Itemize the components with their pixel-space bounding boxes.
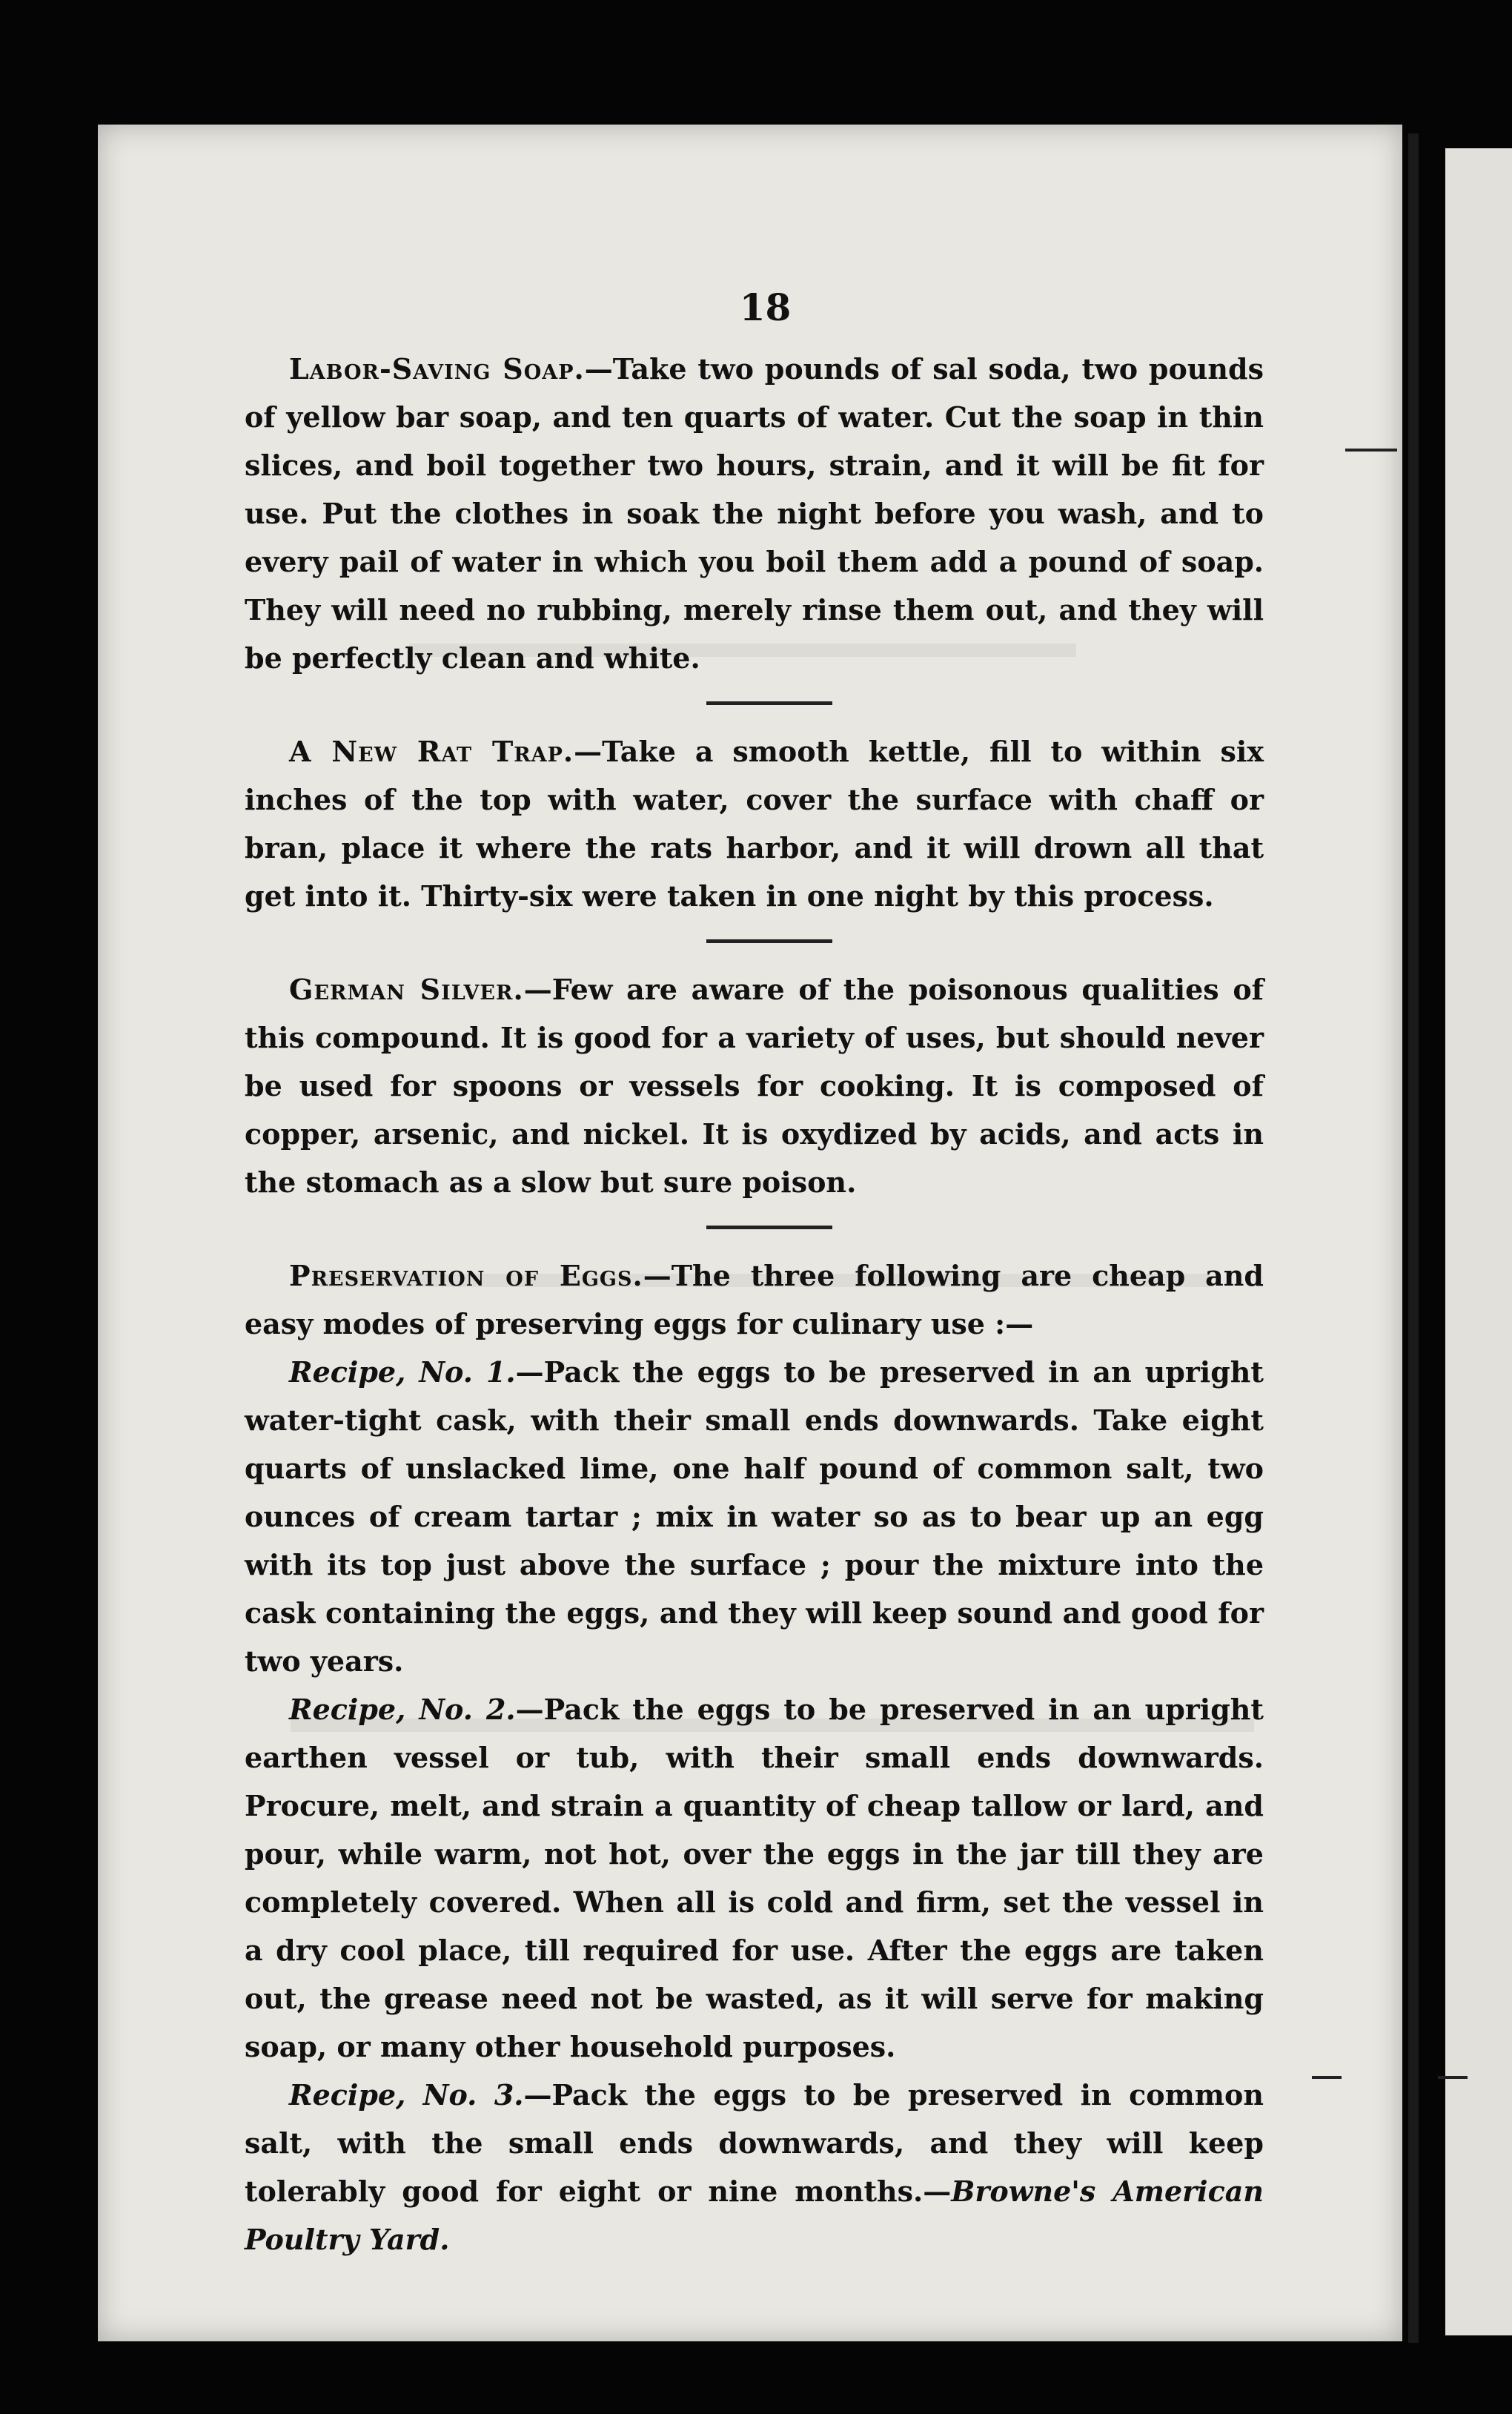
margin-mark (1345, 449, 1397, 452)
recipe-3-source: Browne's American Poultry Yard. (245, 2175, 1264, 2256)
recipe-3-label: Recipe, No. 3. (289, 2078, 524, 2112)
page-edge-shadow (1408, 133, 1419, 2343)
paragraph-recipe-2 (245, 1685, 1264, 2071)
paragraph-recipe-1 (245, 1348, 1264, 1685)
page-number: 18 (739, 285, 792, 329)
paragraph-rat-trap (245, 727, 1264, 920)
heading-preservation-of-eggs: Preservation of Eggs. (289, 1259, 643, 1292)
body-rat-trap: —Take a smooth kettle, fill to within six inches of the top with water, cover the surface with chaff or bran, place it where the rats harbor, and it will drown all that get into it. Thirty-six were taken in one night by this process. (245, 735, 1264, 913)
heading-rat-trap: A New Rat Trap. (289, 735, 574, 768)
heading-german-silver: German Silver. (289, 973, 524, 1006)
paragraph-german-silver (245, 965, 1264, 1206)
adjacent-page-strip (1445, 148, 1512, 2335)
page-text (245, 285, 1264, 2263)
section-divider (706, 939, 832, 943)
body-preservation-of-eggs: —The three following are cheap and easy modes of preserving eggs for culinary use :— (245, 1259, 1264, 1340)
body-german-silver: —Few are aware of the poisonous qualities of this compound. It is good for a variety of uses, but should never be used for spoons or vessels for cooking. It is composed of copper, arsenic, and nickel. It is oxydized by acids, and acts in the stomach as a slow but sure poison. (245, 973, 1264, 1199)
recipe-3-body: —Pack the eggs to be preserved in common salt, with the small ends downwards, and they will keep tolerably good for eight or nine months.— (245, 2078, 1264, 2208)
paragraph-preservation-of-eggs (245, 1251, 1264, 1348)
section-divider (706, 1226, 832, 1229)
margin-mark (1438, 2076, 1468, 2079)
body-labor-saving-soap: —Take two pounds of sal soda, two pounds of yellow bar soap, and ten quarts of water. Cut the soap in thin slices, and boil together two hours, strain, and it will be fit for use. Put the clothes in soak the night before you wash, and to every pail of water in which you boil them add a pound of soap. They will need no rubbing, merely rinse them out, and they will be perfectly clean and white. (245, 352, 1264, 675)
paragraph-recipe-3 (245, 2071, 1264, 2263)
section-divider (706, 701, 832, 705)
recipe-1-body: —Pack the eggs to be preserved in an upright water-tight cask, with their small ends downwards. Take eight quarts of unslacked lime, one half pound of common salt, two ounces of cream tartar ; mix in water so as to bear up an egg with its top just above the surface ; pour the mixture into the cask containing the eggs, and they will keep sound and good for two years. (245, 1355, 1264, 1678)
heading-labor-saving-soap: Labor-Saving Soap. (289, 352, 585, 386)
recipe-2-label: Recipe, No. 2. (289, 1693, 516, 1726)
recipe-1-label: Recipe, No. 1. (289, 1355, 516, 1389)
margin-mark (1312, 2076, 1342, 2079)
recipe-2-body: —Pack the eggs to be preserved in an upright earthen vessel or tub, with their small ends downwards. Procure, melt, and strain a quantity of cheap tallow or lard, and pour, while warm, not hot, over the eggs in the jar till they are completely covered. When all is cold and firm, set the vessel in a dry cool place, till required for use. After the eggs are taken out, the grease need not be wasted, as it will serve for making soap, or many other household purposes. (245, 1693, 1264, 2063)
paragraph-labor-saving-soap (245, 345, 1264, 682)
